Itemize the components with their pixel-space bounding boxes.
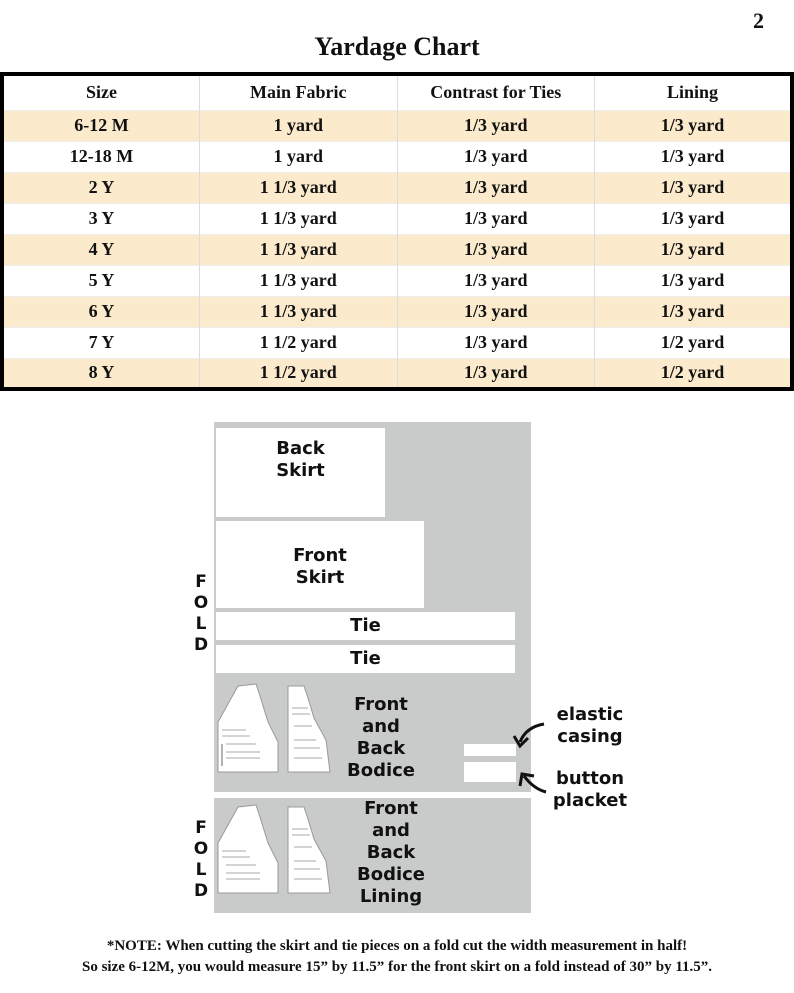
cell-size: 4 Y xyxy=(2,234,200,265)
table-row xyxy=(2,296,792,327)
cell-lining: 1/3 yard xyxy=(660,115,725,135)
cell-size: 7 Y xyxy=(2,327,200,358)
cell-lining: 1/2 yard xyxy=(660,362,725,383)
table-row xyxy=(2,110,792,141)
front-bodice-pattern-icon xyxy=(216,682,280,774)
header-size: Size xyxy=(2,74,200,110)
cell-size: 6-12 M xyxy=(2,110,200,141)
cell-lining: 1/3 yard xyxy=(660,301,725,321)
cell-contrast: 1/3 yard xyxy=(397,141,595,172)
front-skirt-piece: Front Skirt xyxy=(216,521,424,608)
cell-lining: 1/3 yard xyxy=(660,239,725,259)
cell-main-fabric: 1 1/2 yard xyxy=(200,358,398,389)
elastic-casing-label: elastic casing xyxy=(556,704,624,747)
table-row xyxy=(2,358,792,389)
cell-lining: 1/2 yard xyxy=(660,332,725,352)
cell-contrast: 1/3 yard xyxy=(397,110,595,141)
cell-main-fabric: 1 1/3 yard xyxy=(200,265,398,296)
note-line-1: *NOTE: When cutting the skirt and tie pieces on a fold cut the width measurement in half! xyxy=(106,938,688,954)
button-placket-label: button placket xyxy=(552,768,628,811)
cell-lining: 1/3 yard xyxy=(660,146,725,166)
tie-piece-2: Tie xyxy=(216,645,515,673)
button-placket-piece xyxy=(464,762,516,782)
front-back-bodice-label: Front and Back Bodice xyxy=(346,694,416,781)
cell-contrast: 1/3 yard xyxy=(397,172,595,203)
cell-main-fabric: 1 1/2 yard xyxy=(200,327,398,358)
header-main-fabric: Main Fabric xyxy=(200,74,398,110)
cell-lining: 1/3 yard xyxy=(660,208,725,228)
fold-label-bottom: F O L D xyxy=(193,818,209,901)
yardage-table xyxy=(0,72,794,391)
cell-contrast: 1/3 yard xyxy=(397,265,595,296)
cell-main-fabric: 1 1/3 yard xyxy=(200,296,398,327)
cell-size: 2 Y xyxy=(2,172,200,203)
table-row xyxy=(2,203,792,234)
back-bodice-lining-pattern-icon xyxy=(286,805,332,895)
cell-lining: 1/3 yard xyxy=(660,270,725,290)
cell-contrast: 1/3 yard xyxy=(397,203,595,234)
table-row xyxy=(2,234,792,265)
cell-contrast: 1/3 yard xyxy=(397,296,595,327)
fold-label-top: F O L D xyxy=(193,572,209,655)
cell-main-fabric: 1 1/3 yard xyxy=(200,234,398,265)
table-row xyxy=(2,172,792,203)
cell-lining: 1/3 yard xyxy=(660,177,725,197)
cell-main-fabric: 1 yard xyxy=(200,141,398,172)
cell-contrast: 1/3 yard xyxy=(397,234,595,265)
front-bodice-lining-pattern-icon xyxy=(216,803,280,895)
header-contrast-ties: Contrast for Ties xyxy=(397,74,595,110)
note-line-2: So size 6-12M, you would measure 15” by 11.5” for the front skirt on a fold instead of 30” by 11.5”. xyxy=(81,959,713,975)
front-back-bodice-lining-label: Front and Back Bodice Lining xyxy=(356,798,426,907)
cell-size: 3 Y xyxy=(2,203,200,234)
back-skirt-piece: Back Skirt xyxy=(216,428,385,517)
table-header-row xyxy=(2,74,792,110)
cell-main-fabric: 1 1/3 yard xyxy=(200,203,398,234)
cell-size: 6 Y xyxy=(2,296,200,327)
cell-contrast: 1/3 yard xyxy=(397,358,595,389)
page-number: 2 xyxy=(753,8,764,33)
cutting-note xyxy=(0,936,794,978)
elastic-casing-arrow-icon xyxy=(508,720,548,750)
cell-size: 12-18 M xyxy=(2,141,200,172)
cell-contrast: 1/3 yard xyxy=(397,327,595,358)
cell-main-fabric: 1 1/3 yard xyxy=(200,172,398,203)
tie-piece-1: Tie xyxy=(216,612,515,640)
header-lining: Lining xyxy=(666,82,719,103)
page-title: Yardage Chart xyxy=(314,32,480,61)
table-row xyxy=(2,327,792,358)
back-bodice-pattern-icon xyxy=(286,684,332,774)
table-row xyxy=(2,265,792,296)
cell-main-fabric: 1 yard xyxy=(200,110,398,141)
button-placket-arrow-icon xyxy=(514,770,550,800)
cell-size: 8 Y xyxy=(2,358,200,389)
table-row xyxy=(2,141,792,172)
cell-size: 5 Y xyxy=(2,265,200,296)
